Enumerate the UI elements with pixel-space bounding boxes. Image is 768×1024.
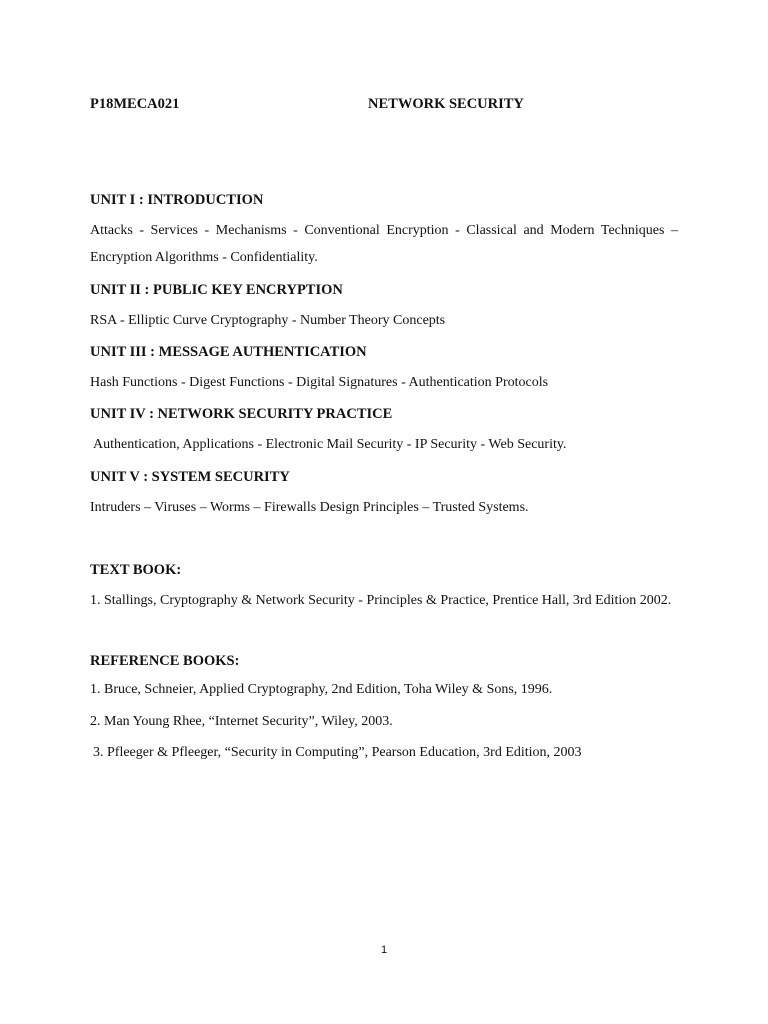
text-book-item: 1. Stallings, Cryptography & Network Security - Principles & Practice, Prentice Hall, 3rd Edition 2002.	[90, 593, 672, 608]
page-number: 1	[380, 944, 388, 956]
reference-book-item-2: 2. Man Young Rhee, “Internet Security”, Wiley, 2003.	[90, 714, 393, 729]
reference-books-heading: REFERENCE BOOKS:	[90, 653, 240, 669]
text-book-heading: TEXT BOOK:	[90, 562, 182, 578]
unit-4-content: Authentication, Applications - Electronic Mail Security - IP Security - Web Security.	[93, 437, 567, 452]
course-code: P18MECA021	[90, 96, 180, 112]
unit-2-content: RSA - Elliptic Curve Cryptography - Number Theory Concepts	[90, 313, 446, 328]
unit-3-content: Hash Functions - Digest Functions - Digital Signatures - Authentication Protocols	[90, 375, 549, 390]
unit-5-content: Intruders – Viruses – Worms – Firewalls Design Principles – Trusted Systems.	[90, 500, 529, 515]
reference-book-item-1: 1. Bruce, Schneier, Applied Cryptography, 2nd Edition, Toha Wiley & Sons, 1996.	[90, 682, 553, 697]
unit-3-heading: UNIT III : MESSAGE AUTHENTICATION	[90, 344, 367, 360]
unit-5-heading: UNIT V : SYSTEM SECURITY	[90, 469, 290, 485]
course-header	[90, 96, 678, 118]
course-title: NETWORK SECURITY	[368, 96, 524, 112]
unit-1-content: Attacks - Services - Mechanisms - Conventional Encryption - Classical and Modern Techniques – Encryption Algorithms - Confidentiality.	[90, 223, 678, 265]
reference-book-item-3: 3. Pfleeger & Pfleeger, “Security in Computing”, Pearson Education, 3rd Edition, 2003	[93, 745, 582, 760]
unit-4-heading: UNIT IV : NETWORK SECURITY PRACTICE	[90, 406, 393, 422]
unit-1-heading: UNIT I : INTRODUCTION	[90, 192, 264, 208]
unit-2-heading: UNIT II : PUBLIC KEY ENCRYPTION	[90, 282, 343, 298]
